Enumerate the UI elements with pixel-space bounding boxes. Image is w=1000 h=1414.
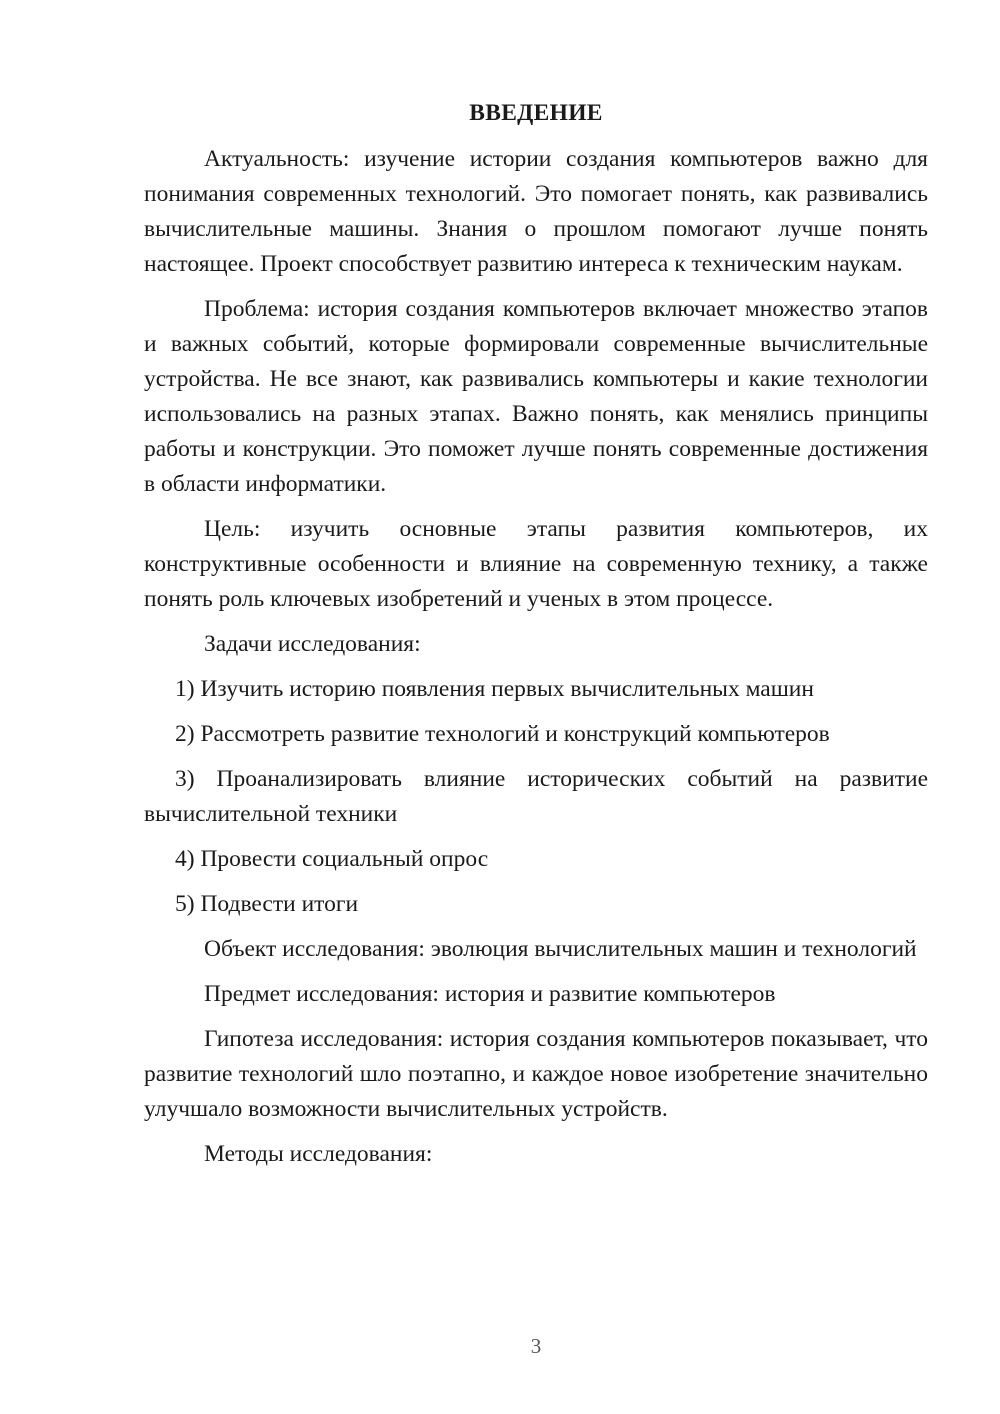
list-item-task-3: 3) Проанализировать влияние исторических событий на развитие вычислительной техники (144, 766, 928, 827)
paragraph-problem: Проблема: история создания компьютеров включает множество этапов и важных событий, которые формировали современные вычислительные устройства. Не все знают, как развивались компьютеры и какие технологии использовались на разных этапах. Важно понять, как менялись принципы работы и конструкции. Это поможет лучше понять современные достижения в области информатики. (144, 296, 928, 497)
page-number: 3 (530, 1334, 542, 1358)
paragraph-hypothesis: Гипотеза исследования: история создания компьютеров показывает, что развитие технологий шло поэтапно, и каждое новое изобретение значительно улучшало возможности вычислительных устройств. (144, 1026, 928, 1122)
list-item-task-4: 4) Провести социальный опрос (175, 846, 489, 872)
list-item-task-2: 2) Рассмотреть развитие технологий и конструкций компьютеров (175, 721, 830, 747)
paragraph-methods: Методы исследования: (204, 1141, 433, 1167)
paragraph-subject: Предмет исследования: история и развитие компьютеров (204, 981, 776, 1007)
list-item-task-1: 1) Изучить историю появления первых вычислительных машин (175, 676, 814, 702)
section-title: ВВЕДЕНИЕ (469, 100, 603, 126)
paragraph-goal: Цель: изучить основные этапы развития компьютеров, их конструктивные особенности и влияние на современную технику, а также понять роль ключевых изобретений и ученых в этом процессе. (144, 516, 928, 612)
document-body (144, 96, 928, 1182)
paragraph-relevance: Актуальность: изучение истории создания компьютеров важно для понимания современных технологий. Это помогает понять, как развивались вычислительные машины. Знания о прошлом помогают лучше понять настоящее. Проект способствует развитию интереса к техническим наукам. (144, 146, 928, 277)
list-item-task-5: 5) Подвести итоги (175, 891, 359, 917)
paragraph-object: Объект исследования: эволюция вычислительных машин и технологий (204, 936, 917, 962)
paragraph-tasks-heading: Задачи исследования: (204, 631, 421, 657)
